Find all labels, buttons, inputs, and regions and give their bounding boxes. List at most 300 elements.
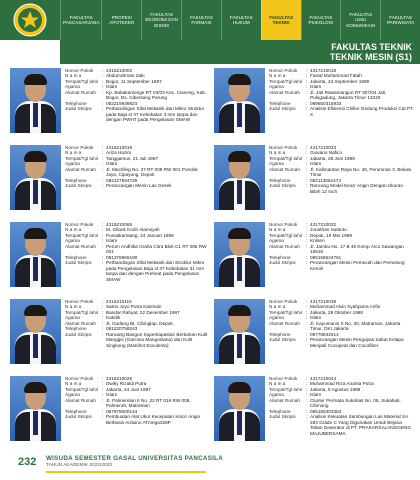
field-colon: : (306, 376, 308, 381)
field-value: Islam (106, 84, 118, 90)
field-colon: : (306, 331, 308, 337)
nav-item-fakultas-pariwisata[interactable] (380, 0, 420, 40)
photo-tie (237, 180, 242, 204)
field-value: 089650315933 (310, 100, 342, 106)
field-value: Perancangan Mesin Las Gesek (106, 183, 172, 189)
field-colon: : (102, 100, 104, 106)
field-colon: : (306, 106, 308, 112)
field-label: Nomor Pokok (65, 145, 94, 150)
field-label: N a m a (269, 381, 286, 387)
field-label: Agama (269, 161, 284, 167)
photo-tie (237, 103, 242, 127)
field-label: Telephone (65, 100, 87, 106)
field-label: Telephone (269, 254, 291, 260)
photo-hair (228, 151, 251, 162)
photo-hair (24, 74, 47, 85)
info-row-judul (269, 414, 414, 436)
field-colon: : (306, 177, 308, 183)
field-value: 081220758243 (106, 326, 138, 332)
photo-jacket-l (219, 258, 234, 287)
graduate-photo (214, 68, 265, 133)
field-label: Agama (269, 84, 284, 90)
field-label: Agama (65, 84, 80, 90)
field-label: Agama (65, 161, 80, 167)
field-colon: : (102, 392, 104, 398)
field-label: Judul Skripsi (269, 260, 296, 266)
field-colon: : (102, 260, 104, 266)
field-value: 082219938823 (106, 100, 138, 106)
graduate-card (214, 299, 414, 373)
field-value: 08778842914 (310, 331, 339, 337)
field-colon: : (306, 392, 308, 398)
field-value: Rancang Bangun Superkapasitor Berbahan Kulit Manggis (Garcinia Mangostana) dan Kulit Singkong (Manihot Esculenta) (106, 331, 208, 348)
field-value: 087875000144 (106, 408, 138, 414)
graduate-photo (214, 299, 265, 364)
field-value: 4315210065 (106, 222, 133, 227)
field-value: 085155303363 (310, 408, 342, 414)
university-logo (0, 0, 60, 40)
field-label: Nomor Pokok (269, 145, 298, 150)
field-colon: : (306, 78, 308, 84)
field-colon: : (102, 161, 104, 167)
field-label: N a m a (65, 227, 82, 233)
photo-jacket-r (41, 181, 56, 210)
field-value: Jonathan Sutanto (310, 227, 347, 233)
field-label: Judul Skripsi (269, 106, 296, 112)
field-label: N a m a (269, 73, 286, 79)
graduate-grid (10, 68, 415, 452)
field-label: Alamat Rumah (65, 320, 97, 326)
field-value: Islam (106, 238, 118, 244)
field-label: Alamat Rumah (269, 397, 301, 403)
field-value: Perbandingan Sifat Mekanik dan Struktur Mikro pada Pengelasan Baja st 37 Kebebalan 31 mm tanpa dan dengan Preheat pada Pengelasan SMAW (106, 260, 205, 282)
photo-hair (228, 228, 251, 239)
info-row-alamat (65, 244, 210, 255)
field-label: Alamat Rumah (65, 243, 97, 249)
footer-divider (46, 471, 206, 473)
field-label: Agama (65, 315, 80, 321)
field-label: Alamat Rumah (269, 89, 301, 95)
field-colon: : (306, 161, 308, 167)
graduate-card (10, 68, 210, 142)
photo-tie (33, 180, 38, 204)
program-title: TEKNIK MESIN (S1) (329, 52, 412, 62)
photo-jacket-l (15, 335, 30, 364)
nav-item-fakultas-teknik[interactable] (261, 0, 301, 40)
graduate-card (10, 222, 210, 296)
field-label: Telephone (269, 408, 291, 414)
photo-jacket-l (15, 181, 30, 210)
info-row-judul (269, 337, 414, 348)
field-value: 082127594729 (106, 177, 138, 183)
photo-jacket-l (219, 412, 234, 441)
nav-item-fakultas-ekonomi-dan-bisnis[interactable] (141, 0, 181, 40)
photo-jacket-r (245, 335, 260, 364)
info-row-judul (269, 183, 414, 194)
field-value: Jl. Mechling No. 27 RT 008 RW 001 Pondok Jaya, Cipayung, Depok (106, 166, 198, 178)
info-row-alamat (269, 398, 414, 409)
field-colon: : (102, 299, 104, 304)
graduate-info (65, 145, 210, 189)
field-value: Purwakartaang, 24 Januari 1998 (106, 232, 174, 238)
info-row-judul (269, 106, 414, 117)
field-colon: : (102, 254, 104, 260)
field-label: Nomor Pokok (269, 376, 298, 381)
nav-item-profesi-apoteker[interactable] (101, 0, 141, 40)
field-value: Giovano Nafico (310, 150, 343, 156)
field-colon: : (102, 84, 104, 90)
field-value: Jl. Jambu No. 17 B 46 Komp Arco Sawangan 16518 (310, 243, 404, 255)
field-colon: : (306, 183, 308, 189)
field-label: Tempat/Tgl lahir (269, 309, 303, 315)
field-colon: : (102, 397, 104, 403)
field-colon: : (306, 222, 308, 227)
graduate-photo (10, 299, 61, 364)
info-row-alamat (65, 90, 210, 101)
field-colon: : (102, 150, 104, 156)
field-label: Agama (269, 392, 284, 398)
field-value: Jl. Jati Rawamangun RT 007/04 Jati, Pulogadung, Jakarta Timur 13220 (310, 89, 387, 101)
photo-hair (228, 382, 251, 393)
field-value: Faisal Muhammad Fatah (310, 73, 362, 79)
field-label: Tempat/Tgl lahir (269, 78, 303, 84)
field-value: Jl. Kayumanis X No. 30, Matraman, Jakarta Timur, DKI Jakarta (310, 320, 401, 332)
graduate-photo (214, 222, 265, 287)
field-colon: : (102, 166, 104, 172)
field-colon: : (306, 100, 308, 106)
nav-item-label: FAKULTAS PASCASARJANA (63, 14, 100, 25)
field-colon: : (102, 243, 104, 249)
field-value: Jakarta, 28 Juni 1999 (310, 155, 355, 161)
field-label: Judul Skripsi (65, 331, 92, 337)
photo-tie (237, 411, 242, 435)
field-label: Tempat/Tgl lahir (65, 386, 99, 392)
photo-tie (33, 411, 38, 435)
field-colon: : (306, 84, 308, 90)
field-value: 4317210018 (310, 68, 337, 73)
field-label: Judul Skripsi (269, 337, 296, 343)
footer-subtitle: TAHUN AKADEMIK 2022/2023 (46, 463, 113, 468)
field-value: Pembuatan Alat Ukur Kecepatan Kincir Angin Berbasis Arduino ATmega328P (106, 414, 201, 425)
info-row-alamat (65, 398, 210, 409)
field-label: Alamat Rumah (65, 166, 97, 172)
field-value: 4315210002 (106, 68, 133, 73)
field-label: Nomor Pokok (269, 299, 298, 304)
field-label: Telephone (65, 254, 87, 260)
field-label: Tempat/Tgl lahir (269, 386, 303, 392)
field-value: 082113062473 (310, 177, 341, 183)
field-colon: : (102, 304, 104, 310)
field-label: Telephone (65, 326, 87, 332)
field-value: 4317210023 (310, 145, 337, 150)
field-colon: : (306, 227, 308, 233)
field-value: Islam (310, 161, 322, 167)
info-row-alamat (269, 90, 414, 101)
graduate-photo (214, 376, 265, 441)
info-row-judul (65, 332, 210, 348)
field-colon: : (102, 155, 104, 161)
field-label: N a m a (269, 227, 286, 233)
field-colon: : (306, 155, 308, 161)
field-value: Bogor, 11 September 1997 (106, 78, 162, 84)
nav-item-fakultas-hukum[interactable] (221, 0, 261, 40)
field-value: 4315210019 (106, 145, 133, 150)
field-colon: : (102, 177, 104, 183)
field-label: Alamat Rumah (269, 320, 301, 326)
faculty-nav (60, 0, 420, 40)
graduate-photo (10, 376, 61, 441)
field-label: Nomor Pokok (65, 376, 94, 381)
field-label: Tempat/Tgl lahir (65, 155, 99, 161)
field-colon: : (306, 397, 308, 403)
field-value: Abdurrahman Zaki (106, 73, 145, 79)
field-label: Judul Skripsi (269, 183, 296, 189)
graduate-photo (10, 145, 61, 210)
nav-item-label: FAKULTAS EKONOMI DAN BISNIS (145, 11, 178, 28)
photo-jacket-r (41, 335, 56, 364)
field-label: Agama (65, 392, 80, 398)
field-colon: : (306, 304, 308, 310)
field-label: N a m a (65, 381, 82, 387)
field-label: Judul Skripsi (65, 183, 92, 189)
field-value: 085158624761 (310, 254, 342, 260)
field-value: Kp. Babakanlonge RT 03/03 Kec. Ciseeng, Kab. Bogor, Ds. Cibentang Parung (106, 89, 207, 101)
field-label: Judul Skripsi (65, 414, 92, 420)
nav-item-fakultas-pascasarjana[interactable] (60, 0, 101, 40)
photo-jacket-l (15, 104, 30, 133)
field-label: Telephone (65, 408, 87, 414)
field-colon: : (102, 414, 104, 420)
field-colon: : (102, 73, 104, 79)
field-label: N a m a (269, 150, 286, 156)
field-value: 4315210115 (106, 299, 132, 304)
graduate-card (10, 299, 210, 373)
graduate-info (65, 376, 210, 425)
info-row-judul (65, 260, 210, 282)
graduate-info (269, 145, 414, 194)
field-colon: : (102, 238, 104, 244)
field-label: N a m a (269, 304, 286, 310)
field-label: Nomor Pokok (65, 68, 94, 73)
graduate-info (65, 68, 210, 123)
field-label: Alamat Rumah (269, 243, 301, 249)
field-label: Alamat Rumah (269, 166, 301, 172)
graduate-photo (10, 222, 61, 287)
field-colon: : (306, 166, 308, 172)
field-label: Tempat/Tgl lahir (269, 155, 303, 161)
field-label: Telephone (269, 100, 291, 106)
field-value: 4317210032 (310, 222, 337, 227)
field-colon: : (306, 315, 308, 321)
field-colon: : (102, 386, 104, 392)
graduate-info (269, 376, 414, 436)
field-colon: : (306, 320, 308, 326)
photo-tie (33, 103, 38, 127)
field-colon: : (102, 68, 104, 73)
info-row-alamat (269, 244, 414, 255)
field-value: Jl. Gudang BI, Cibinglap, Depok. (106, 320, 175, 326)
graduate-card (214, 376, 414, 450)
graduate-info (269, 68, 414, 117)
photo-jacket-l (15, 258, 30, 287)
field-colon: : (102, 227, 104, 233)
field-colon: : (102, 309, 104, 315)
field-colon: : (306, 408, 308, 414)
photo-jacket-r (41, 258, 56, 287)
photo-hair (24, 151, 47, 162)
field-value: M. Gilank Kodri Alamsyah (106, 227, 160, 233)
field-value: Analisis Efisiensi Chiller Gedung Produksi Cat PT. X (310, 106, 414, 117)
field-colon: : (102, 315, 104, 321)
photo-jacket-r (245, 181, 260, 210)
field-value: Perbandingan Sifat Mekanik dan Mikro Struktur pada Baja st 37 Kebebalan 3 mm tanpa dan dengan PWHT pada Pengelasan SMAW (106, 106, 205, 123)
faculty-title: FAKULTAS TEKNIK (331, 42, 412, 52)
field-colon: : (306, 73, 308, 79)
field-value: Dwiky Rizaldi Putra (106, 381, 147, 387)
graduate-info (269, 222, 414, 271)
graduate-info (65, 299, 210, 348)
field-value: Rancang Model Kincir Angin Dengan Ukuran Bilah 12 Inch (310, 183, 404, 194)
field-colon: : (306, 254, 308, 260)
field-colon: : (306, 238, 308, 244)
photo-jacket-r (245, 258, 260, 287)
field-value: Bandar Rahyat, 22 Desember 1997 (106, 309, 180, 315)
field-colon: : (306, 299, 308, 304)
info-row-alamat (65, 167, 210, 178)
field-value: Muhammad Alvin Syahputra Arifin (310, 304, 381, 310)
photo-jacket-r (245, 104, 260, 133)
photo-hair (228, 305, 251, 316)
field-colon: : (306, 243, 308, 249)
field-label: Judul Skripsi (269, 414, 296, 420)
field-colon: : (102, 222, 104, 227)
field-label: N a m a (65, 304, 82, 310)
field-value: Jl. Kalimantan Raya No. 40, Perumnas 3, Bekasi Timur (310, 166, 412, 178)
nav-item-fakultas-farmasi[interactable] (181, 0, 221, 40)
field-value: 081378965180 (106, 254, 138, 260)
photo-tie (33, 257, 38, 281)
info-row-judul (269, 260, 414, 271)
nav-item-label: PROFESI APOTEKER (109, 14, 135, 25)
photo-tie (237, 334, 242, 358)
field-colon: : (306, 260, 308, 266)
field-value: Jakarta, 24 Juni 1997 (106, 386, 151, 392)
field-value: Islam (106, 392, 118, 398)
field-colon: : (102, 183, 104, 189)
field-label: N a m a (65, 150, 82, 156)
field-colon: : (306, 309, 308, 315)
photo-jacket-r (41, 104, 56, 133)
photo-jacket-l (219, 104, 234, 133)
field-label: Agama (269, 238, 284, 244)
field-label: Telephone (269, 331, 291, 337)
page-number: 232 (18, 456, 37, 468)
graduate-info (65, 222, 210, 282)
photo-tie (237, 257, 242, 281)
field-label: Tempat/Tgl lahir (65, 309, 99, 315)
field-value: 4316210029 (106, 376, 133, 381)
info-row-judul (65, 106, 210, 122)
field-value: Analisis Kekuatan Sambungan Las Material SA 283 Grade C Yang Digunakan Untuk Bejana Tekan Deaerator di PT. PRAKARSALANGGENG MAJUBERSAMA (310, 414, 412, 436)
field-value: Perancangan Mesin Pengupas Sabut Kelapa Menjadi Cocopeat dan Cocofiber (310, 337, 404, 348)
field-label: Telephone (269, 177, 291, 183)
photo-hair (24, 305, 47, 316)
field-value: Jakarta, 5 Agustus 1999 (310, 386, 361, 392)
footer-title: WISUDA SEMESTER GASAL UNIVERSITAS PANCASILA (46, 455, 223, 462)
nav-item-label: FAKULTAS TEKNIK (269, 14, 294, 25)
field-label: Judul Skripsi (65, 260, 92, 266)
field-label: Nomor Pokok (269, 68, 298, 73)
photo-jacket-l (15, 412, 30, 441)
field-colon: : (306, 386, 308, 392)
field-label: Nomor Pokok (65, 299, 94, 304)
graduate-card (214, 222, 414, 296)
field-colon: : (102, 381, 104, 387)
field-colon: : (102, 78, 104, 84)
field-colon: : (102, 376, 104, 381)
graduate-info (269, 299, 414, 348)
field-value: Cluster Permata Sukahati No. 09, Sukahati, Cibinong (310, 397, 401, 409)
field-value: Jl. Palmerelan II No. 22 RT 016 RW 008, Palmerah, Matraman (106, 397, 191, 409)
field-value: Jakarta, 24 September 1999 (310, 78, 370, 84)
field-label: Tempat/Tgl lahir (65, 78, 99, 84)
field-value: 4317210044 (310, 376, 337, 381)
field-colon: : (306, 150, 308, 156)
field-label: Nomor Pokok (65, 222, 94, 227)
photo-tie (33, 334, 38, 358)
info-row-alamat (269, 167, 414, 178)
info-row-alamat (269, 321, 414, 332)
graduate-card (214, 68, 414, 142)
nav-item-label: FAKULTAS PSIKOLOGI (308, 14, 334, 25)
field-value: Islam (310, 315, 322, 321)
field-value: Kristen (310, 238, 325, 244)
photo-hair (228, 74, 251, 85)
field-colon: : (306, 337, 308, 343)
field-label: Alamat Rumah (65, 397, 97, 403)
field-value: 4317210039 (310, 299, 337, 304)
graduate-card (214, 145, 414, 219)
field-colon: : (102, 145, 104, 150)
nav-item-fakultas-psikologi[interactable] (301, 0, 341, 40)
photo-jacket-r (245, 412, 260, 441)
field-value: Perancangan Mesin Pemecah dan Pemotong Kemiri (310, 260, 405, 271)
field-label: Agama (65, 238, 80, 244)
field-value: Islam (106, 161, 118, 167)
top-navigation-bar (0, 0, 420, 40)
field-label: Tempat/Tgl lahir (269, 232, 303, 238)
field-colon: : (102, 89, 104, 95)
field-value: Tanggamus, 21 Juli 1997 (106, 155, 159, 161)
nav-item-label: FAKULTAS HUKUM (229, 14, 253, 25)
field-label: N a m a (65, 73, 82, 79)
nav-item-label: FAKULTAS FARMASI (190, 14, 213, 25)
nav-item-fakultas-ilmu-komunikasi[interactable] (340, 0, 380, 40)
field-label: Agama (269, 315, 284, 321)
field-label: Telephone (65, 177, 87, 183)
field-colon: : (306, 89, 308, 95)
field-colon: : (306, 232, 308, 238)
graduate-photo (10, 68, 61, 133)
field-value: Ariza Hazim (106, 150, 132, 156)
field-colon: : (102, 106, 104, 112)
field-colon: : (102, 320, 104, 326)
graduate-card (10, 145, 210, 219)
field-colon: : (102, 408, 104, 414)
field-colon: : (306, 145, 308, 150)
field-value: Jakarta, 29 Oktober 1998 (310, 309, 363, 315)
photo-jacket-l (219, 335, 234, 364)
